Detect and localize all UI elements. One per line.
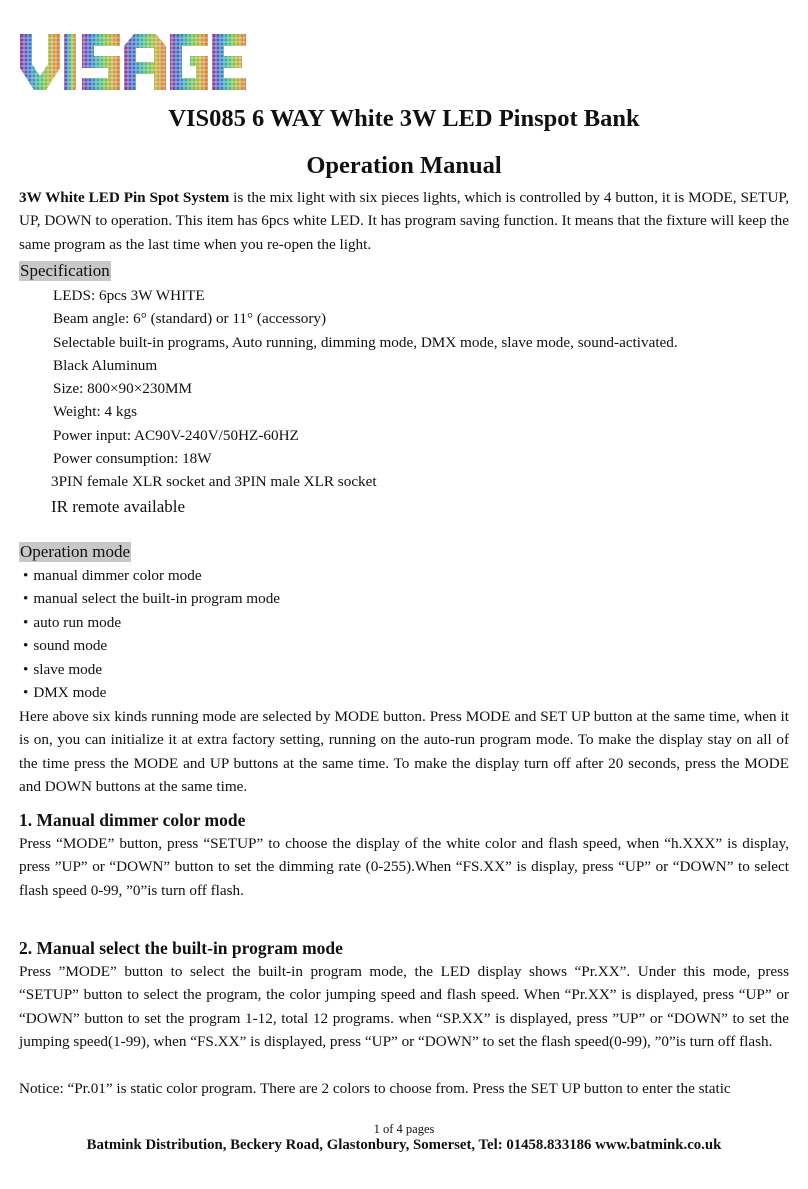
- spec-item: 3PIN female XLR socket and 3PIN male XLR socket: [51, 473, 377, 491]
- mode-item: • manual select the built-in program mode: [19, 587, 280, 610]
- operation-mode-paragraph: Here above six kinds running mode are selected by MODE button. Press MODE and SET UP button at the same time, when it is on, you can initialize it at extra factory setting, running on the auto-run program mode. To make the display stay on all of the time press the MODE and UP buttons at the same time. To make the display turn off after 20 seconds, press the MODE and DOWN buttons at the same time.: [19, 708, 789, 796]
- spec-item: Beam angle: 6° (standard) or 11° (accessory): [53, 310, 327, 328]
- specification-list: [53, 284, 678, 519]
- spec-item: Power input: AC90V-240V/50HZ-60HZ: [53, 426, 299, 444]
- spec-item: Size: 800×90×230MM: [53, 380, 193, 398]
- page-number: 1 of 4 pages: [373, 1122, 435, 1136]
- spec-item: Black Aluminum: [53, 356, 158, 374]
- spec-item: LEDS: 6pcs 3W WHITE: [53, 287, 205, 304]
- spec-item: Selectable built-in programs, Auto running, dimming mode, DMX mode, slave mode, sound-activated.: [53, 333, 678, 351]
- intro-text: is the mix light with six pieces lights, which is controlled by 4 button, it is MODE, SETUP, UP, DOWN to operation. This item has 6pcs white LED. It has program saving function. It means that the fixture will keep the same program as the last time when you re-open the light.: [19, 189, 789, 253]
- mode-item: • manual dimmer color mode: [19, 564, 280, 587]
- section2-notice: Notice: “Pr.01” is static color program. There are 2 colors to choose from. Press the SET UP button to enter the static: [19, 1080, 731, 1097]
- spec-item: Power consumption: 18W: [53, 450, 212, 468]
- document-title: VIS085 6 WAY White 3W LED Pinspot Bank: [168, 105, 640, 132]
- spec-item: IR remote available: [51, 496, 186, 516]
- footer-address: Batmink Distribution, Beckery Road, Glastonbury, Somerset, Tel: 01458.833186 www.batmink.co.uk: [86, 1137, 722, 1153]
- intro-paragraph: [19, 186, 789, 256]
- section2-text: Press ”MODE” button to select the built-in program mode, the LED display shows “Pr.XX”. Under this mode, press “SETUP” button to select the program, the color jumping speed and flash speed. When “Pr.XX” is displayed, press “UP” or “DOWN” button to set the program 1-12, total 12 programs. when “SP.XX” is displayed, press ”UP” or “DOWN” to set the jumping speed(1-99), when “FS.XX” is displayed, press “UP” or “DOWN” to set the flash speed(0-99), ”0”is turn off flash.: [19, 963, 789, 1051]
- operation-mode-list: [19, 564, 280, 704]
- section2-heading: 2. Manual select the built-in program mode: [19, 938, 343, 958]
- section1-text: Press “MODE” button, press “SETUP” to choose the display of the white color and flash speed, when “h.XXX” is display, press ”UP” or “DOWN” button to set the dimming rate (0-255).When “FS.XX” is display, press “UP” or “DOWN” to select flash speed 0-99, ”0”is turn off flash.: [19, 835, 789, 899]
- visage-logo: [20, 34, 246, 90]
- mode-item: • slave mode: [19, 658, 280, 681]
- intro-bold: 3W White LED Pin Spot System: [19, 189, 230, 206]
- document-subtitle: Operation Manual: [306, 152, 502, 179]
- mode-item: • sound mode: [19, 634, 280, 657]
- section1-heading: 1. Manual dimmer color mode: [19, 810, 246, 830]
- operation-mode-heading: Operation mode: [20, 542, 130, 561]
- mode-item: • DMX mode: [19, 681, 280, 704]
- mode-item: • auto run mode: [19, 611, 280, 634]
- spec-item: Weight: 4 kgs: [53, 403, 137, 421]
- specification-heading: Specification: [20, 261, 110, 280]
